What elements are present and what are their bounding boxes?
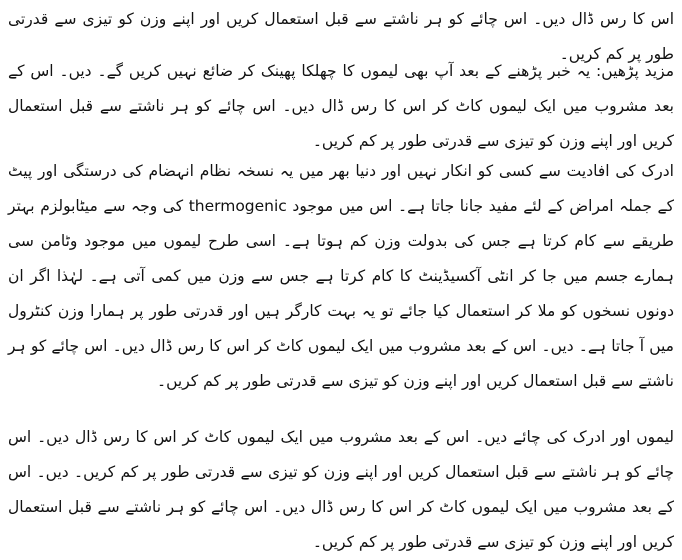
paragraph-2: مزید پڑھیں: یہ خبر پڑھنے کے بعد آپ بھی لیموں کا چھلکا پھینک کر ضائع نہیں کریں گے۔ دیں۔ اس کے بعد مشروب میں ایک لیموں کاٹ کر اس کا رس ڈال دیں۔ اس چائے کو ہر ناشتے سے قبل استعمال کریں اور اپنے وزن کو تیزی سے قدرتی طور پر کم کریں۔ bbox=[8, 62, 674, 150]
paragraph-1: اس کا رس ڈال دیں۔ اس چائے کو ہر ناشتے سے قبل استعمال کریں اور اپنے وزن کو تیزی سے قدرتی طور پر کم کریں۔ bbox=[8, 10, 674, 63]
paragraph-3: ادرک کی افادیت سے کسی کو انکار نہیں اور دنیا بھر میں یہ نسخہ نظام انہضام کی درستگی اور پیٹ کے جملہ امراض کے لئے مفید جانا جاتا ہے۔ اس میں موجود thermogenic کی وجہ سے میٹابولزم بہتر طریقے سے کام کرتا ہے جس کی بدولت وزن کم ہوتا ہے۔ اسی طرح لیموں میں موجود وٹامن سی ہمارے جسم میں جا کر انٹی آکسیڈینٹ کا کام کرتا ہے جس سے وزن میں کمی آتی ہے۔ لہٰذا اگر ان دونوں نسخوں کو ملا کر استعمال کیا جائے تو یہ بہت کارگر ہیں اور قدرتی طور پر ہمارا وزن کنٹرول میں آ جاتا ہے۔ دیں۔ اس کے بعد مشروب میں ایک لیموں کاٹ کر اس کا رس ڈال دیں۔ اس چائے کو ہر ناشتے سے قبل استعمال کریں اور اپنے وزن کو تیزی سے قدرتی طور پر کم کریں۔ bbox=[8, 162, 675, 390]
paragraph-4: لیموں اور ادرک کی چائے دیں۔ اس کے بعد مشروب میں ایک لیموں کاٹ کر اس کا رس ڈال دیں۔ اس چائے کو ہر ناشتے سے قبل استعمال کریں اور اپنے وزن کو تیزی سے قدرتی طور پر کم کریں۔ دیں۔ اس کے بعد مشروب میں ایک لیموں کاٹ کر اس کا رس ڈال دیں۔ اس چائے کو ہر ناشتے سے قبل استعمال کریں اور اپنے وزن کو تیزی سے قدرتی طور پر کم کریں۔ bbox=[8, 428, 674, 551]
